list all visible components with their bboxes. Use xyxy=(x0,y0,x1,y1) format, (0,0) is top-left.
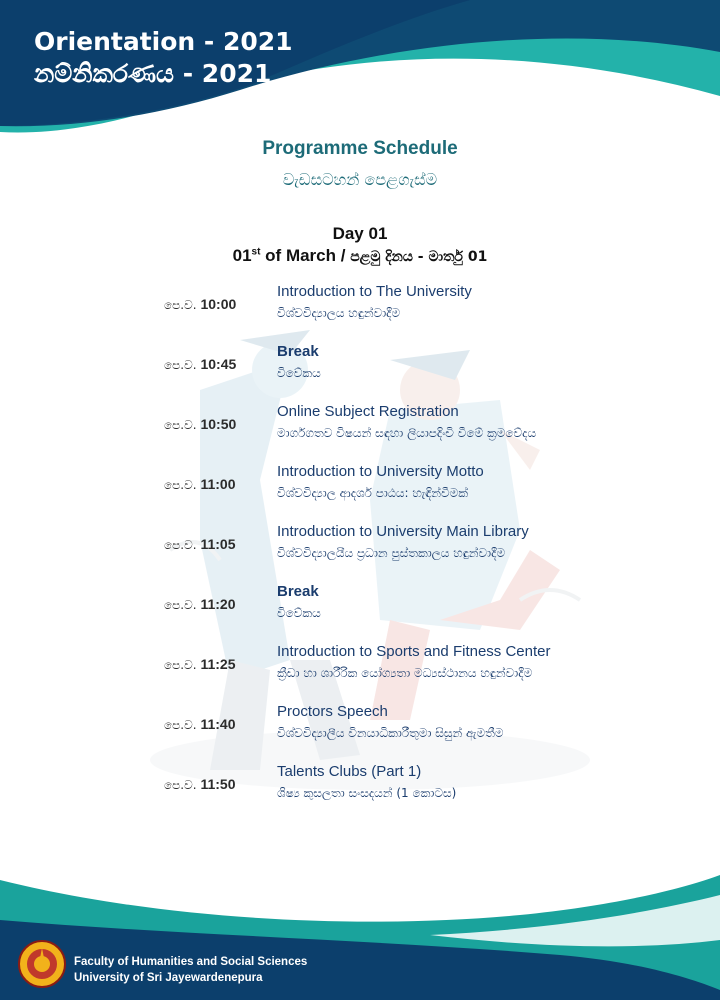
schedule-row xyxy=(0,640,720,700)
schedule-title-si: විශ්වවිද්‍යාලය හඳුන්වාදීම xyxy=(277,306,401,320)
time-prefix: පෙ.ව. xyxy=(164,538,197,552)
schedule-time xyxy=(164,656,264,673)
schedule-title-en: Introduction to Sports and Fitness Center xyxy=(277,643,551,660)
schedule-row xyxy=(0,760,720,820)
schedule-title-si: විශ්වවිද්‍යාල ආදර්ශ පාඨය: හැඳින්වීමක් xyxy=(277,486,469,500)
schedule-title-si: විශ්වවිද්‍යාලයීය ප්‍රධාන පුස්තකාලය හඳුන්වාදීම xyxy=(277,546,506,560)
time-prefix: පෙ.ව. xyxy=(164,718,197,732)
time-prefix: පෙ.ව. xyxy=(164,418,197,432)
schedule-time xyxy=(164,776,264,793)
time-value: 11:00 xyxy=(200,476,236,492)
schedule-time xyxy=(164,476,264,493)
schedule-title-si: විවේකය xyxy=(277,606,321,620)
programme-subtitle: වැඩසටහන් පෙළගැස්ම xyxy=(282,170,438,189)
time-value: 10:45 xyxy=(200,356,237,372)
schedule-row xyxy=(0,280,720,340)
schedule-title-si: මාර්ගගතව විෂයන් සඳහා ලියාපදිංචි වීමේ ක්‍රමවේදය xyxy=(277,426,537,440)
schedule-row xyxy=(0,700,720,760)
schedule-title-en: Proctors Speech xyxy=(277,703,388,720)
schedule-time xyxy=(164,716,264,733)
header-title xyxy=(34,26,293,90)
schedule-time xyxy=(164,296,264,313)
time-value: 10:00 xyxy=(200,296,237,312)
schedule-time xyxy=(164,596,264,613)
schedule-title-en: Online Subject Registration xyxy=(277,403,459,420)
schedule-title-en: Break xyxy=(277,343,319,360)
schedule-time xyxy=(164,416,264,433)
header-title-en: Orientation - 2021 xyxy=(34,27,293,56)
day-date xyxy=(0,246,720,266)
schedule-title-en: Talents Clubs (Part 1) xyxy=(277,763,422,780)
schedule-time xyxy=(164,356,264,373)
footer-faculty: Faculty of Humanities and Social Sciences xyxy=(74,956,308,968)
time-value: 11:50 xyxy=(200,776,236,792)
schedule-row xyxy=(0,340,720,400)
footer-institution xyxy=(74,954,307,986)
date-number: 01 xyxy=(232,246,252,265)
schedule-title-en: Break xyxy=(277,583,319,600)
time-prefix: පෙ.ව. xyxy=(164,358,197,372)
schedule-row xyxy=(0,580,720,640)
time-value: 11:25 xyxy=(200,656,236,672)
time-prefix: පෙ.ව. xyxy=(164,298,197,312)
time-prefix: පෙ.ව. xyxy=(164,778,197,792)
schedule-title-en: Introduction to The University xyxy=(277,283,472,300)
schedule-title-si: ශිෂ්‍ය කුසලතා සංසදයන් (1 කොටස) xyxy=(277,786,457,800)
time-value: 11:40 xyxy=(200,716,236,732)
schedule-title-si: ක්‍රීඩා හා ශාරීරික යෝග්‍යතා මධ්‍යස්ථානය හඳුන්වාදීම xyxy=(277,666,533,680)
university-seal-icon xyxy=(18,940,66,988)
schedule-time xyxy=(164,536,264,553)
programme-title: Programme Schedule xyxy=(262,138,458,159)
schedule-title-si: විවේකය xyxy=(277,366,321,380)
date-suffix: st xyxy=(251,246,261,258)
time-prefix: පෙ.ව. xyxy=(164,598,197,612)
footer-university: University of Sri Jayewardenepura xyxy=(74,972,263,984)
time-prefix: පෙ.ව. xyxy=(164,658,197,672)
schedule-title-en: Introduction to University Main Library xyxy=(277,523,529,540)
schedule-title-en: Introduction to University Motto xyxy=(277,463,484,480)
header-title-si: නම්නිකරණය - 2021 xyxy=(34,59,272,88)
schedule-row xyxy=(0,460,720,520)
time-value: 11:20 xyxy=(200,596,236,612)
date-month: of March / xyxy=(260,246,351,265)
date-sinhala: පළමු දිනය - මාර්තු 01 xyxy=(350,249,488,265)
time-value: 11:05 xyxy=(200,536,236,552)
schedule-title-si: විශ්වවිද්‍යාලීය විනයාධිකාරීතුමා සිසුන් ඇමතීම xyxy=(277,726,504,740)
day-title: Day 01 xyxy=(332,224,388,243)
time-value: 10:50 xyxy=(200,416,237,432)
schedule-row xyxy=(0,520,720,580)
schedule-row xyxy=(0,400,720,460)
time-prefix: පෙ.ව. xyxy=(164,478,197,492)
